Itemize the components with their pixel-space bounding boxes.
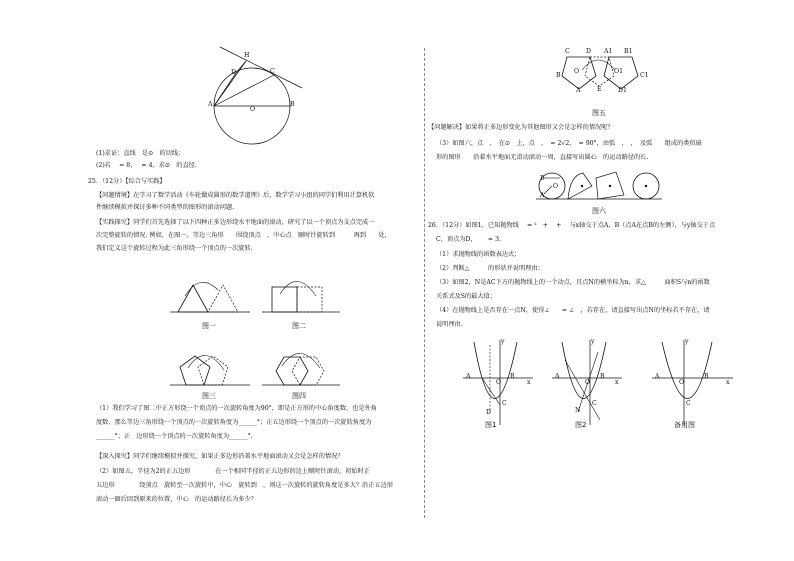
- caption-figure-4: 图四: [292, 392, 306, 400]
- graph2-label-N: N: [575, 407, 581, 414]
- graph1-label-O: O: [496, 379, 502, 386]
- graph2-label-B: B: [600, 373, 605, 380]
- label-D1: D1: [618, 87, 627, 94]
- caption-figure-2: 图二: [292, 322, 306, 330]
- question-2-line-1: （2）如图五，半径为2的正五边形 在一个相同半径的正五边形的边上顺时针滚动，初始时正: [96, 468, 370, 475]
- question-25-heading: 25．（12分）【综合与实践】: [88, 178, 166, 185]
- question-3-line-2: 形的图形 沿着水平地面无滑动滚动一周，直接写出圆心 的运动路径的长.: [436, 154, 649, 161]
- graph2-label-A: A: [555, 373, 560, 380]
- caption-figure-5: 图五: [592, 109, 606, 117]
- label-C: C: [565, 48, 570, 55]
- question-1-line-3: ______°；正 边形绕一个顶点的一次旋转角度为______°.: [96, 433, 253, 440]
- graph3-label-B: B: [704, 373, 709, 380]
- label-B1: B1: [624, 48, 633, 55]
- label-C1: C1: [640, 72, 649, 79]
- label-E: E: [597, 86, 602, 93]
- label-B: B: [540, 175, 545, 182]
- label-O: O: [250, 106, 256, 113]
- graph1-label-x: x: [527, 379, 531, 386]
- caption-figure-3: 图三: [202, 392, 216, 400]
- label-A1: A1: [604, 48, 613, 55]
- caption-figure-1: 图一: [202, 322, 216, 330]
- graph3-label-C: C: [686, 400, 691, 407]
- question-1-line-1: （1）我们学习了图二中正方形绕一个顶点的一次旋转角度为90°，即是正方形的中心角度数，也是外角: [96, 405, 377, 412]
- practice-line-1: 【实践探究】同学们首先选择了以下四种正多边形绕水平地面的滚动，研究了以一个顶点为支点完成一: [96, 219, 375, 226]
- graph2-label-y: y: [591, 338, 595, 345]
- question-3-line-1: （3）如图六，点 ， 在⊙ 上，点 ， = 2√2， = 90°，由弧 ， ， 及弧 组成的类似扇: [436, 140, 702, 147]
- graph3-label-x: x: [726, 379, 730, 386]
- label-O: O: [574, 68, 580, 75]
- question-26-part-1: （1）求抛物线的函数表达式；: [436, 251, 521, 258]
- question-2-line-2: 五边形 绕顶点 旋转至一次旋转中，中心 旋转到 ，则这一次旋转的旋转角度是多大？沿正五边形: [96, 482, 393, 489]
- label-D: D: [231, 69, 236, 76]
- question-part-1: (1)求证：直线 是⊙ 的切线；: [96, 150, 185, 157]
- question-26-part-2: （2）判断△ 的形状并说明理由；: [436, 265, 544, 272]
- caption-figure-6: 图六: [592, 207, 606, 215]
- graph1-label-B: B: [510, 373, 515, 380]
- graph2-label-O: O: [585, 379, 591, 386]
- question-part-2: (2)若 = 8， = 4，求⊙ 的直径.: [96, 162, 197, 169]
- caption-graph-3: 备用图: [674, 421, 695, 429]
- question-26-part-4-line-1: （4）在抛物线上是否存在一点N，使得∠ = ∠ ，若存在，请直接写出点N的坐标若不存在，请: [436, 307, 710, 314]
- caption-graph-2: 图2: [575, 421, 587, 429]
- question-26-part-3-line-2: 关系式及S的最大值；: [436, 293, 496, 300]
- label-O: O: [553, 183, 559, 190]
- label-B: B: [556, 72, 561, 79]
- label-A: A: [208, 101, 213, 108]
- graph1-label-C: C: [502, 400, 507, 407]
- graph3-label-y: y: [685, 338, 689, 345]
- label-D: D: [586, 48, 591, 55]
- problem-context-line-2: 件继续模拟并探讨多种不同类型的图形的滚动问题.: [96, 204, 235, 211]
- question-2-line-3: 滚动一圈后回到原来的位置，中心 的运动路径长为多少？: [96, 496, 257, 503]
- label-A: A: [540, 192, 545, 199]
- caption-graph-1: 图1: [485, 421, 497, 429]
- question-26-line-2: C，顶点为D， = 3.: [436, 236, 501, 243]
- practice-line-3: 我们定义这个旋转过程为此三角形绕一个顶点的一次旋转.: [96, 245, 253, 252]
- label-A: A: [576, 87, 581, 94]
- question-26-part-3-line-1: （3）如图2，N是AC下方的抛物线上的一个动点，且点N的横坐标为n，求△ 面积S与n的函数: [436, 279, 710, 286]
- question-26-line-1: 26．（12分）如图1，已知抛物线 = ² + + 与x轴交于点A，B（点A在点B的左侧），与y轴交于点: [428, 222, 716, 229]
- label-H: H: [244, 52, 250, 59]
- deep-explore-line: 【深入探究】同学们继续模拟并探究，如果正多边形沿着水平地面滚动又会是怎样的情况？: [96, 453, 344, 460]
- graph2-label-x: x: [615, 379, 619, 386]
- graph2-label-C: C: [592, 400, 597, 407]
- question-26-part-4-line-2: 说明理由.: [436, 321, 463, 328]
- graph1-label-D: D: [486, 409, 491, 416]
- graph3-label-O: O: [679, 379, 685, 386]
- problem-solve-line: 【问题解决】如果将正多边形变化为其他图形又会是怎样的情况呢？: [428, 124, 614, 131]
- practice-line-2: 次完整旋转的情况. 例如，在图一，等边三角形 围绕顶点 ，中心点 顺时针旋转到 再到 处，: [96, 232, 391, 239]
- label-C: C: [270, 68, 275, 75]
- label-B: B: [290, 101, 295, 108]
- question-1-line-2: 度数．那么等边三角形绕一个顶点的一次旋转角度为______°；正五边形绕一个顶点的一次旋转角度为: [96, 419, 372, 426]
- problem-context-line-1: 【问题情境】在学习了数学活动《车轮做成圆形的数学道理》后，数学学习小组的同学们利用计算机软: [96, 192, 375, 199]
- graph1-label-y: y: [501, 338, 505, 345]
- graph1-label-A: A: [466, 373, 471, 380]
- graph3-label-A: A: [655, 373, 660, 380]
- label-O1: O1: [614, 68, 624, 75]
